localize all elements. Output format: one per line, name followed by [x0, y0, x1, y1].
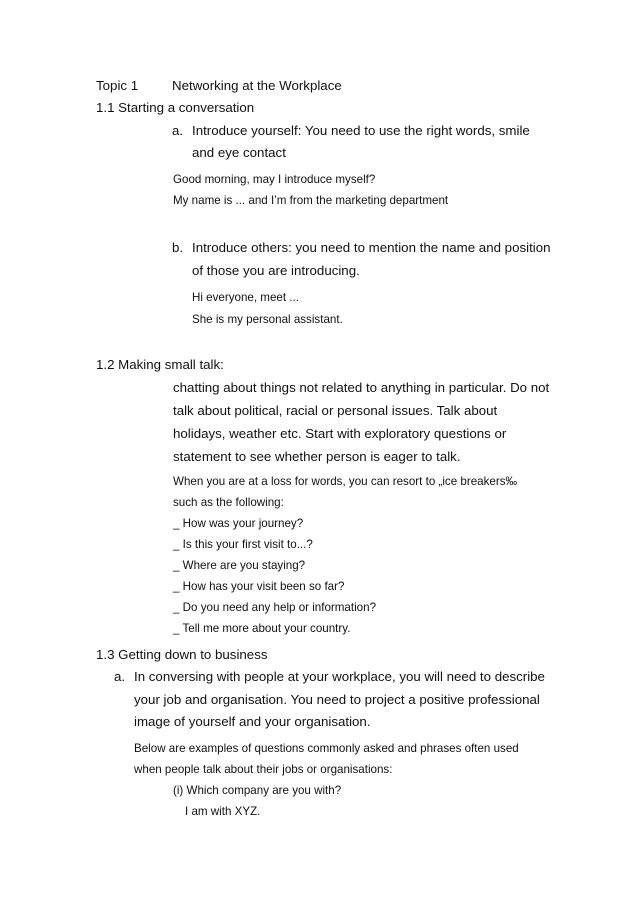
section-1-3-heading: 1.3 Getting down to business — [96, 647, 268, 662]
question-line: (i) Which company are you with? — [173, 784, 342, 797]
topic-number: Topic 1 — [96, 78, 139, 93]
list-marker-a: a. — [114, 669, 126, 684]
paragraph-line: and eye contact — [192, 145, 286, 160]
example-line: My name is ... and I’m from the marketing department — [173, 194, 449, 207]
icebreaker-item: _ Do you need any help or information? — [173, 601, 377, 614]
section-1-2-heading: 1.2 Making small talk: — [96, 357, 224, 372]
icebreaker-item: _ Where are you staying? — [173, 559, 306, 572]
icebreaker-item: _ How has your visit been so far? — [173, 580, 345, 593]
icebreaker-item: _ Tell me more about your country. — [173, 622, 351, 635]
icebreaker-item: _ How was your journey? — [173, 517, 304, 530]
paragraph-line: Introduce others: you need to mention the name and position — [192, 240, 551, 255]
paragraph-line: In conversing with people at your workplace, you will need to describe — [134, 669, 545, 684]
note-line: When you are at a loss for words, you can resort to „ice breakers‰ — [173, 475, 518, 488]
example-line: Good morning, may I introduce myself? — [173, 173, 376, 186]
note-line: when people talk about their jobs or organisations: — [134, 763, 393, 776]
list-marker-b: b. — [172, 240, 184, 255]
icebreaker-item: _ Is this your first visit to...? — [173, 538, 313, 551]
paragraph-line: chatting about things not related to anything in particular. Do not — [173, 380, 550, 395]
paragraph-line: Introduce yourself: You need to use the right words, smile — [192, 123, 530, 138]
section-1-1-heading: 1.1 Starting a conversation — [96, 100, 255, 115]
note-line: such as the following: — [173, 496, 284, 509]
topic-title: Networking at the Workplace — [172, 78, 342, 93]
note-line: Below are examples of questions commonly asked and phrases often used — [134, 742, 519, 755]
paragraph-line: your job and organisation. You need to project a positive professional — [134, 692, 540, 707]
paragraph-line: talk about political, racial or personal issues. Talk about — [173, 403, 498, 418]
answer-line: I am with XYZ. — [185, 805, 261, 818]
paragraph-line: of those you are introducing. — [192, 263, 360, 278]
paragraph-line: statement to see whether person is eager to talk. — [173, 449, 461, 464]
list-marker-a: a. — [172, 123, 184, 138]
example-line: Hi everyone, meet ... — [192, 291, 299, 304]
paragraph-line: image of yourself and your organisation. — [134, 714, 371, 729]
example-line: She is my personal assistant. — [192, 313, 343, 326]
paragraph-line: holidays, weather etc. Start with exploratory questions or — [173, 426, 507, 441]
